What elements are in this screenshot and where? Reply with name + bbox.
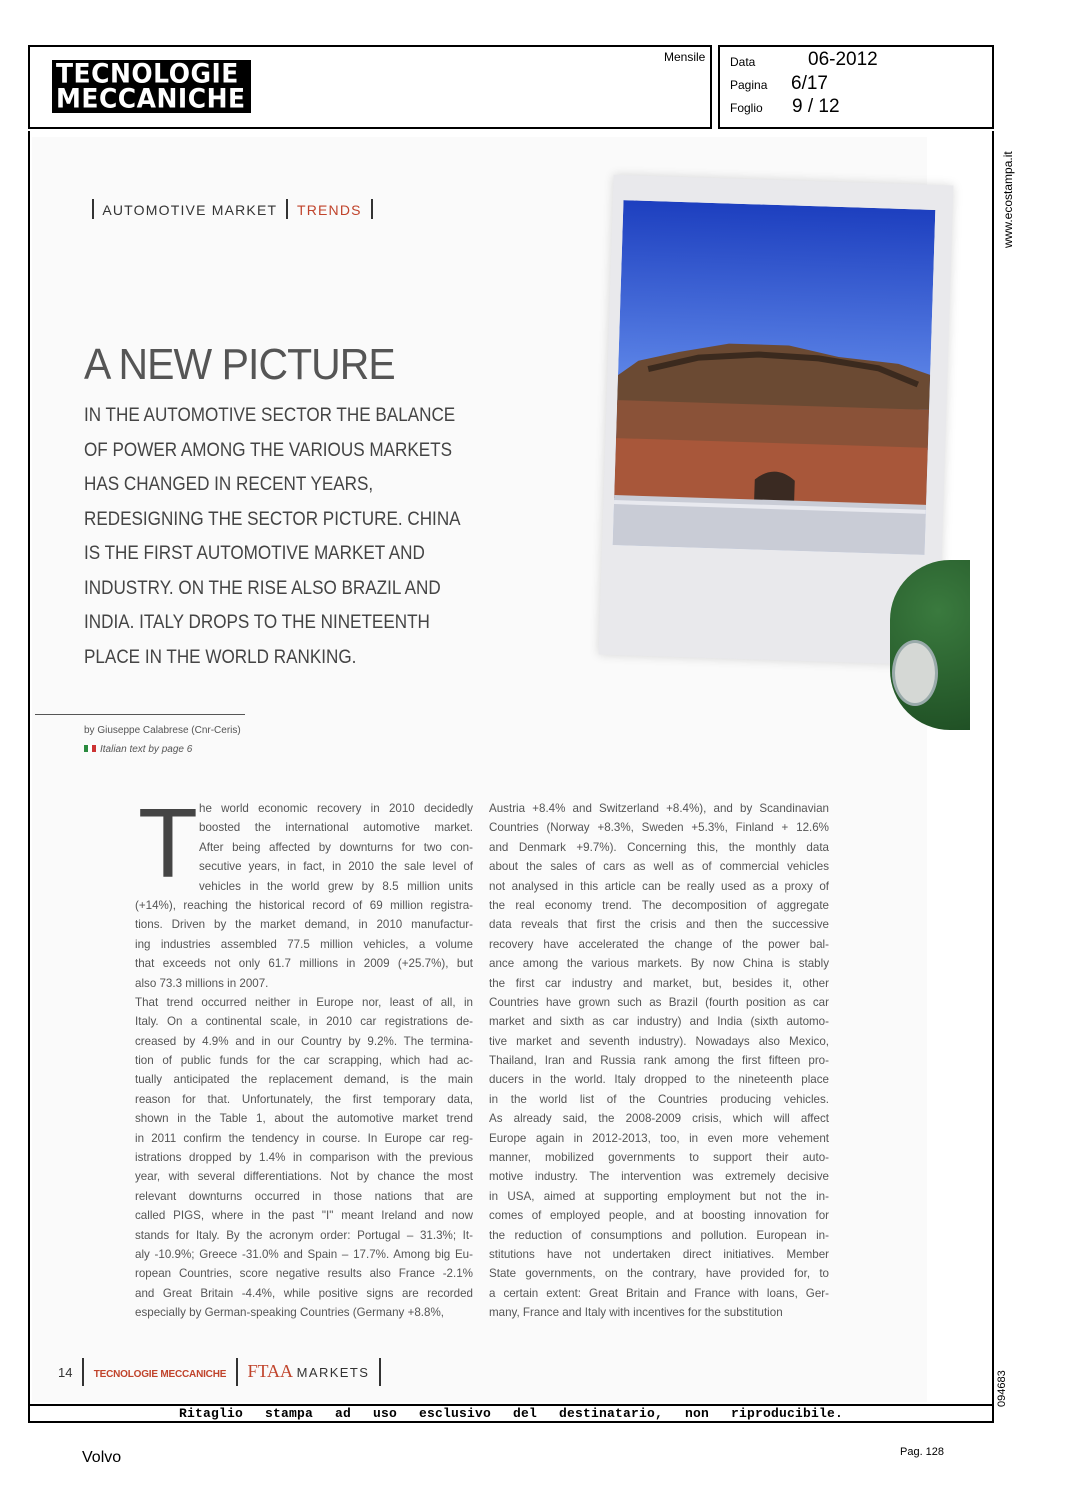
footer-divider: [236, 1358, 238, 1386]
body-line: many, France and Italy with incentives for the substitution: [489, 1306, 783, 1320]
body-line: State governments, on the contrary, have provided for, to: [489, 1267, 829, 1281]
body-line: motive industry. The intervention was extremely decisive: [489, 1170, 829, 1184]
article-deck: [84, 404, 461, 680]
client-name: Volvo: [82, 1449, 122, 1466]
body-line: ing industries assembled 77.5 million vehicles, a volume: [135, 937, 473, 951]
body-line: especially by German-speaking Countries (Germany +8.8%,: [135, 1306, 444, 1320]
footer-markets: MARKETS: [296, 1365, 370, 1380]
body-line: secutive years, in fact, in 2010 the sale level of: [199, 860, 473, 874]
body-line: the reduction of consumptions and pollution. European in-: [489, 1228, 829, 1242]
deck-line: REDESIGNING THE SECTOR PICTURE. CHINA: [84, 508, 461, 530]
article-title: A NEW PICTURE: [84, 340, 395, 389]
body-line: stitutions have not undertaken direct initiatives. Member: [489, 1247, 829, 1261]
publication-logo: [52, 60, 251, 113]
body-line: After being affected by downturns for two con-: [199, 840, 473, 854]
author-byline: by Giuseppe Calabrese (Cnr-Ceris): [84, 725, 241, 736]
author-divider: [35, 714, 245, 715]
body-line: ducers in the world. Italy dropped to the nineteenth place: [489, 1073, 829, 1087]
footer-magazine-name: TECNOLOGIE MECCANICHE: [93, 1369, 227, 1380]
italian-flag-icon: [84, 745, 96, 752]
body-line: and Great Britain -4.4%, while positive signs are recorded: [135, 1286, 473, 1300]
body-line: aly -10.9%; Greece -31.0% and Spain – 17.7%. Among big Eu-: [135, 1247, 473, 1261]
body-line: Austria +8.4% and Switzerland +8.4%), and by Scandinavian: [489, 802, 829, 815]
logo-line-1: TECNOLOGIE: [56, 58, 239, 89]
deck-line: IN THE AUTOMOTIVE SECTOR THE BALANCE: [84, 405, 456, 426]
footer-divider: [379, 1358, 381, 1386]
italian-note-text: Italian text by page 6: [100, 744, 193, 755]
deck-line: IS THE FIRST AUTOMOTIVE MARKET AND: [84, 543, 425, 564]
magazine-footer: [58, 1358, 387, 1386]
ftaa-logo: FTAA: [247, 1361, 294, 1381]
body-line: in the world list of the Countries producing vehicles.: [489, 1092, 829, 1106]
body-line: Thailand, Iran and Russia rank among the first fifteen pro-: [489, 1054, 829, 1068]
body-line: stands for Italy. By the acronym order: Portugal – 31.3%; It-: [135, 1228, 473, 1242]
deck-line: INDIA. ITALY DROPS TO THE NINETEENTH: [84, 612, 430, 633]
pagina-label: Pagina: [730, 78, 768, 92]
section-divider: [92, 199, 94, 219]
drop-cap: T: [138, 788, 198, 898]
body-line: and Denmark +9.7%). Concerning this, the monthly data: [489, 840, 829, 854]
body-line: year, with several differentiations. Not by chance the most: [135, 1170, 473, 1184]
body-line: istrations dropped by 1.4% in comparison with the previous: [135, 1151, 473, 1165]
section-divider: [286, 199, 288, 219]
body-line: creased by 4.9% and in our Country by 9.2%. The termina-: [135, 1034, 473, 1048]
body-line: he world economic recovery in 2010 decidedly: [199, 802, 473, 815]
body-line: Countries have grown such as Brazil (fourth position as car: [489, 995, 829, 1009]
section-header: [88, 199, 377, 219]
body-line: As already said, the 2008-2009 crisis, which will affect: [489, 1112, 829, 1126]
body-line: comes of employed people, and at boosting innovation for: [489, 1209, 829, 1223]
body-line: the first car industry and market, but, besides it, other: [489, 976, 829, 990]
body-line: in 2011 confirm the tendency in course. In Europe car reg-: [135, 1131, 473, 1145]
side-code: 094683: [996, 1370, 1008, 1407]
italian-text-note: [84, 744, 192, 755]
pagina-value: 6/17: [791, 73, 828, 94]
forbidden-city-photo: [613, 200, 936, 555]
body-line: That trend occurred neither in Europe nor, least of all, in: [135, 995, 473, 1009]
body-line: reason for that. Unfortunately, the first temporary data,: [135, 1092, 473, 1106]
section-automotive-market: AUTOMOTIVE MARKET: [102, 202, 278, 218]
body-line: recovery have accelerated the change of the power bal-: [489, 937, 829, 951]
body-line: manner, mobilized governments to support their auto-: [489, 1151, 829, 1165]
body-line: Countries (Norway +8.3%, Sweden +5.3%, Finland + 12.6%: [489, 821, 829, 835]
body-line: not analysed in this article can be really used as a proxy of: [489, 879, 829, 893]
article-column-right: [489, 799, 829, 1323]
disclaimer: Ritaglio stampa ad uso esclusivo del destinatario, non riproducibile.: [178, 1406, 844, 1421]
body-line: the real economy trend. The decomposition of aggregate: [489, 898, 829, 912]
body-line: in USA, aimed at supporting employment but not the in-: [489, 1189, 829, 1203]
article-column-left: [135, 799, 473, 1323]
body-line: about the sales of cars as well as of commercial vehicles: [489, 860, 829, 874]
body-line: relevant downturns occurred in those nations that are: [135, 1189, 473, 1203]
body-line: (+14%), reaching the historical record of 69 million registra-: [135, 898, 473, 912]
deck-line: INDUSTRY. ON THE RISE ALSO BRAZIL AND: [84, 577, 441, 599]
body-line: boosted the international automotive market.: [199, 821, 473, 835]
data-value: 06-2012: [808, 49, 878, 70]
body-line: Italy. On a continental scale, in 2010 car registrations de-: [135, 1015, 473, 1029]
body-line: shown in the Table 1, about the automotive market trend: [135, 1112, 473, 1126]
body-line: also 73.3 millions in 2007.: [135, 976, 269, 990]
logo-line-2: MECCANICHE: [56, 83, 246, 114]
body-line: tually anticipated the replacement demand, is the main: [135, 1073, 473, 1087]
body-line: called PIGS, where in the past "I" meant Ireland and now: [135, 1209, 473, 1223]
deck-line: PLACE IN THE WORLD RANKING.: [84, 646, 357, 668]
body-line: data reveals that first the crisis and then the successive: [489, 918, 829, 932]
body-line: ropean Countries, score negative results also France -2.1%: [135, 1267, 473, 1281]
data-label: Data: [730, 55, 756, 69]
clipping-page: Pag. 128: [900, 1446, 945, 1458]
body-line: a certain extent: Great Britain and France with loans, Ger-: [489, 1286, 829, 1300]
foglio-value: 9 / 12: [792, 96, 840, 117]
body-line: that exceeds not only 61.7 millions in 2009 (+25.7%), but: [135, 957, 473, 971]
foglio-label: Foglio: [730, 101, 763, 115]
section-divider: [371, 199, 373, 219]
body-line: vehicles in the world grew by 8.5 million units: [199, 879, 473, 893]
body-line: Europe again in 2012-2013, too, in even more vehement: [489, 1131, 829, 1145]
body-line: tive market and seventh industry). Nowadays also Mexico,: [489, 1034, 829, 1048]
side-url: www.ecostampa.it: [1001, 151, 1015, 248]
deck-line: OF POWER AMONG THE VARIOUS MARKETS: [84, 439, 453, 461]
page-number: 14: [58, 1365, 73, 1380]
body-line: market and sixth as car industry) and India (sixth automo-: [489, 1015, 829, 1029]
section-trends: TRENDS: [296, 202, 362, 218]
car-wheel-image: [892, 640, 938, 706]
body-line: ance among the various markets. By now China is stably: [489, 957, 829, 971]
deck-line: HAS CHANGED IN RECENT YEARS,: [84, 474, 374, 495]
body-line: tions. Driven by the market demand, in 2010 manufactur-: [135, 918, 473, 932]
footer-divider: [82, 1358, 84, 1386]
periodicity: Mensile: [664, 50, 706, 64]
body-line: tion of public funds for the car scrapping, which had ac-: [135, 1054, 473, 1068]
